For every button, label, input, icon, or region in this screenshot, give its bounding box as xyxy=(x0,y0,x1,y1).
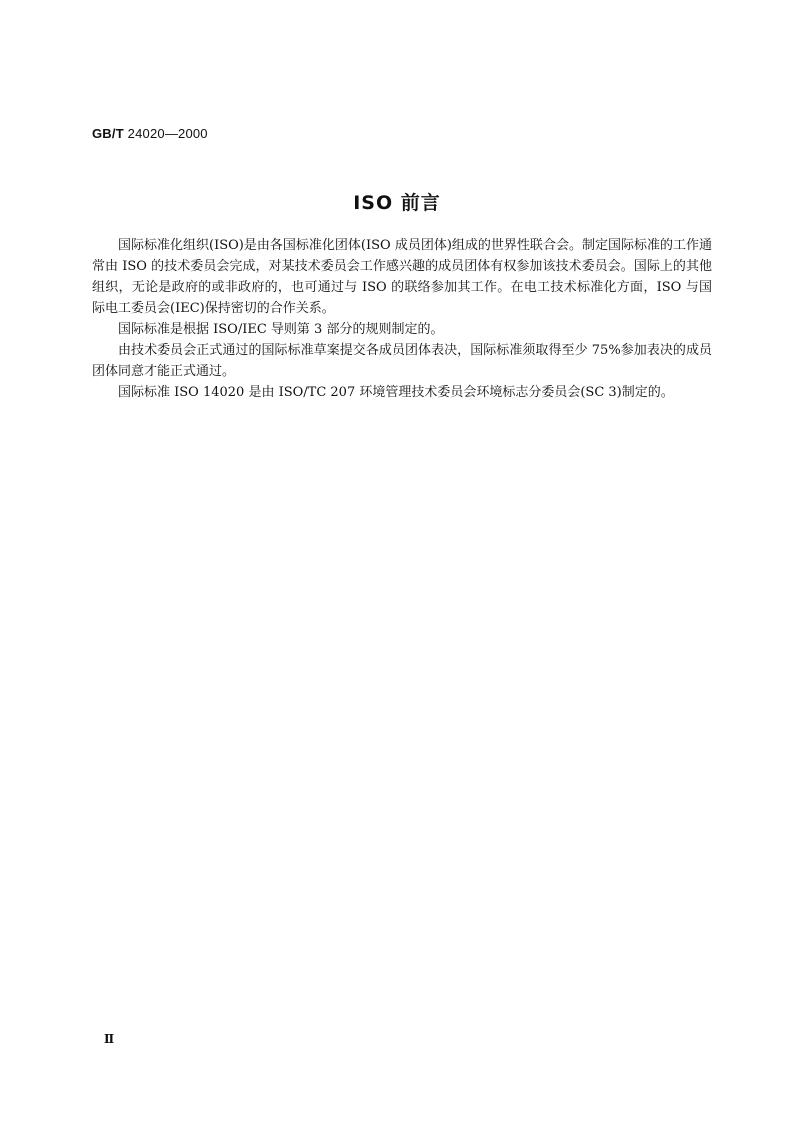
page-title: ISO 前言 xyxy=(353,192,441,214)
standard-prefix: GB/T xyxy=(92,126,124,141)
paragraph-voting: 由技术委员会正式通过的国际标准草案提交各成员团体表决，国际标准须取得至少 75%参加表决的成员团体同意才能正式通过。 xyxy=(92,343,712,379)
standard-code xyxy=(92,126,208,141)
standard-number: 24020—2000 xyxy=(127,126,208,141)
paragraph-iso-intro: 国际标准化组织(ISO)是由各国标准化团体(ISO 成员团体)组成的世界性联合会。制定国际标准的工作通常由 ISO 的技术委员会完成，对某技术委员会工作感兴趣的成员团体有权参加该技术委员会。国际上的其他组织，无论是政府的或非政府的，也可通过与 ISO 的联络参加其工作。在电工技术标准化方面，ISO 与国际电工委员会(IEC)保持密切的合作关系。 xyxy=(92,238,712,316)
foreword-body xyxy=(92,235,712,403)
paragraph-iso-14020: 国际标准 ISO 14020 是由 ISO/TC 207 环境管理技术委员会环境标志分委员会(SC 3)制定的。 xyxy=(118,385,674,400)
page-number: Ⅱ xyxy=(104,1032,115,1046)
paragraph-directives: 国际标准是根据 ISO/IEC 导则第 3 部分的规则制定的。 xyxy=(118,322,444,337)
